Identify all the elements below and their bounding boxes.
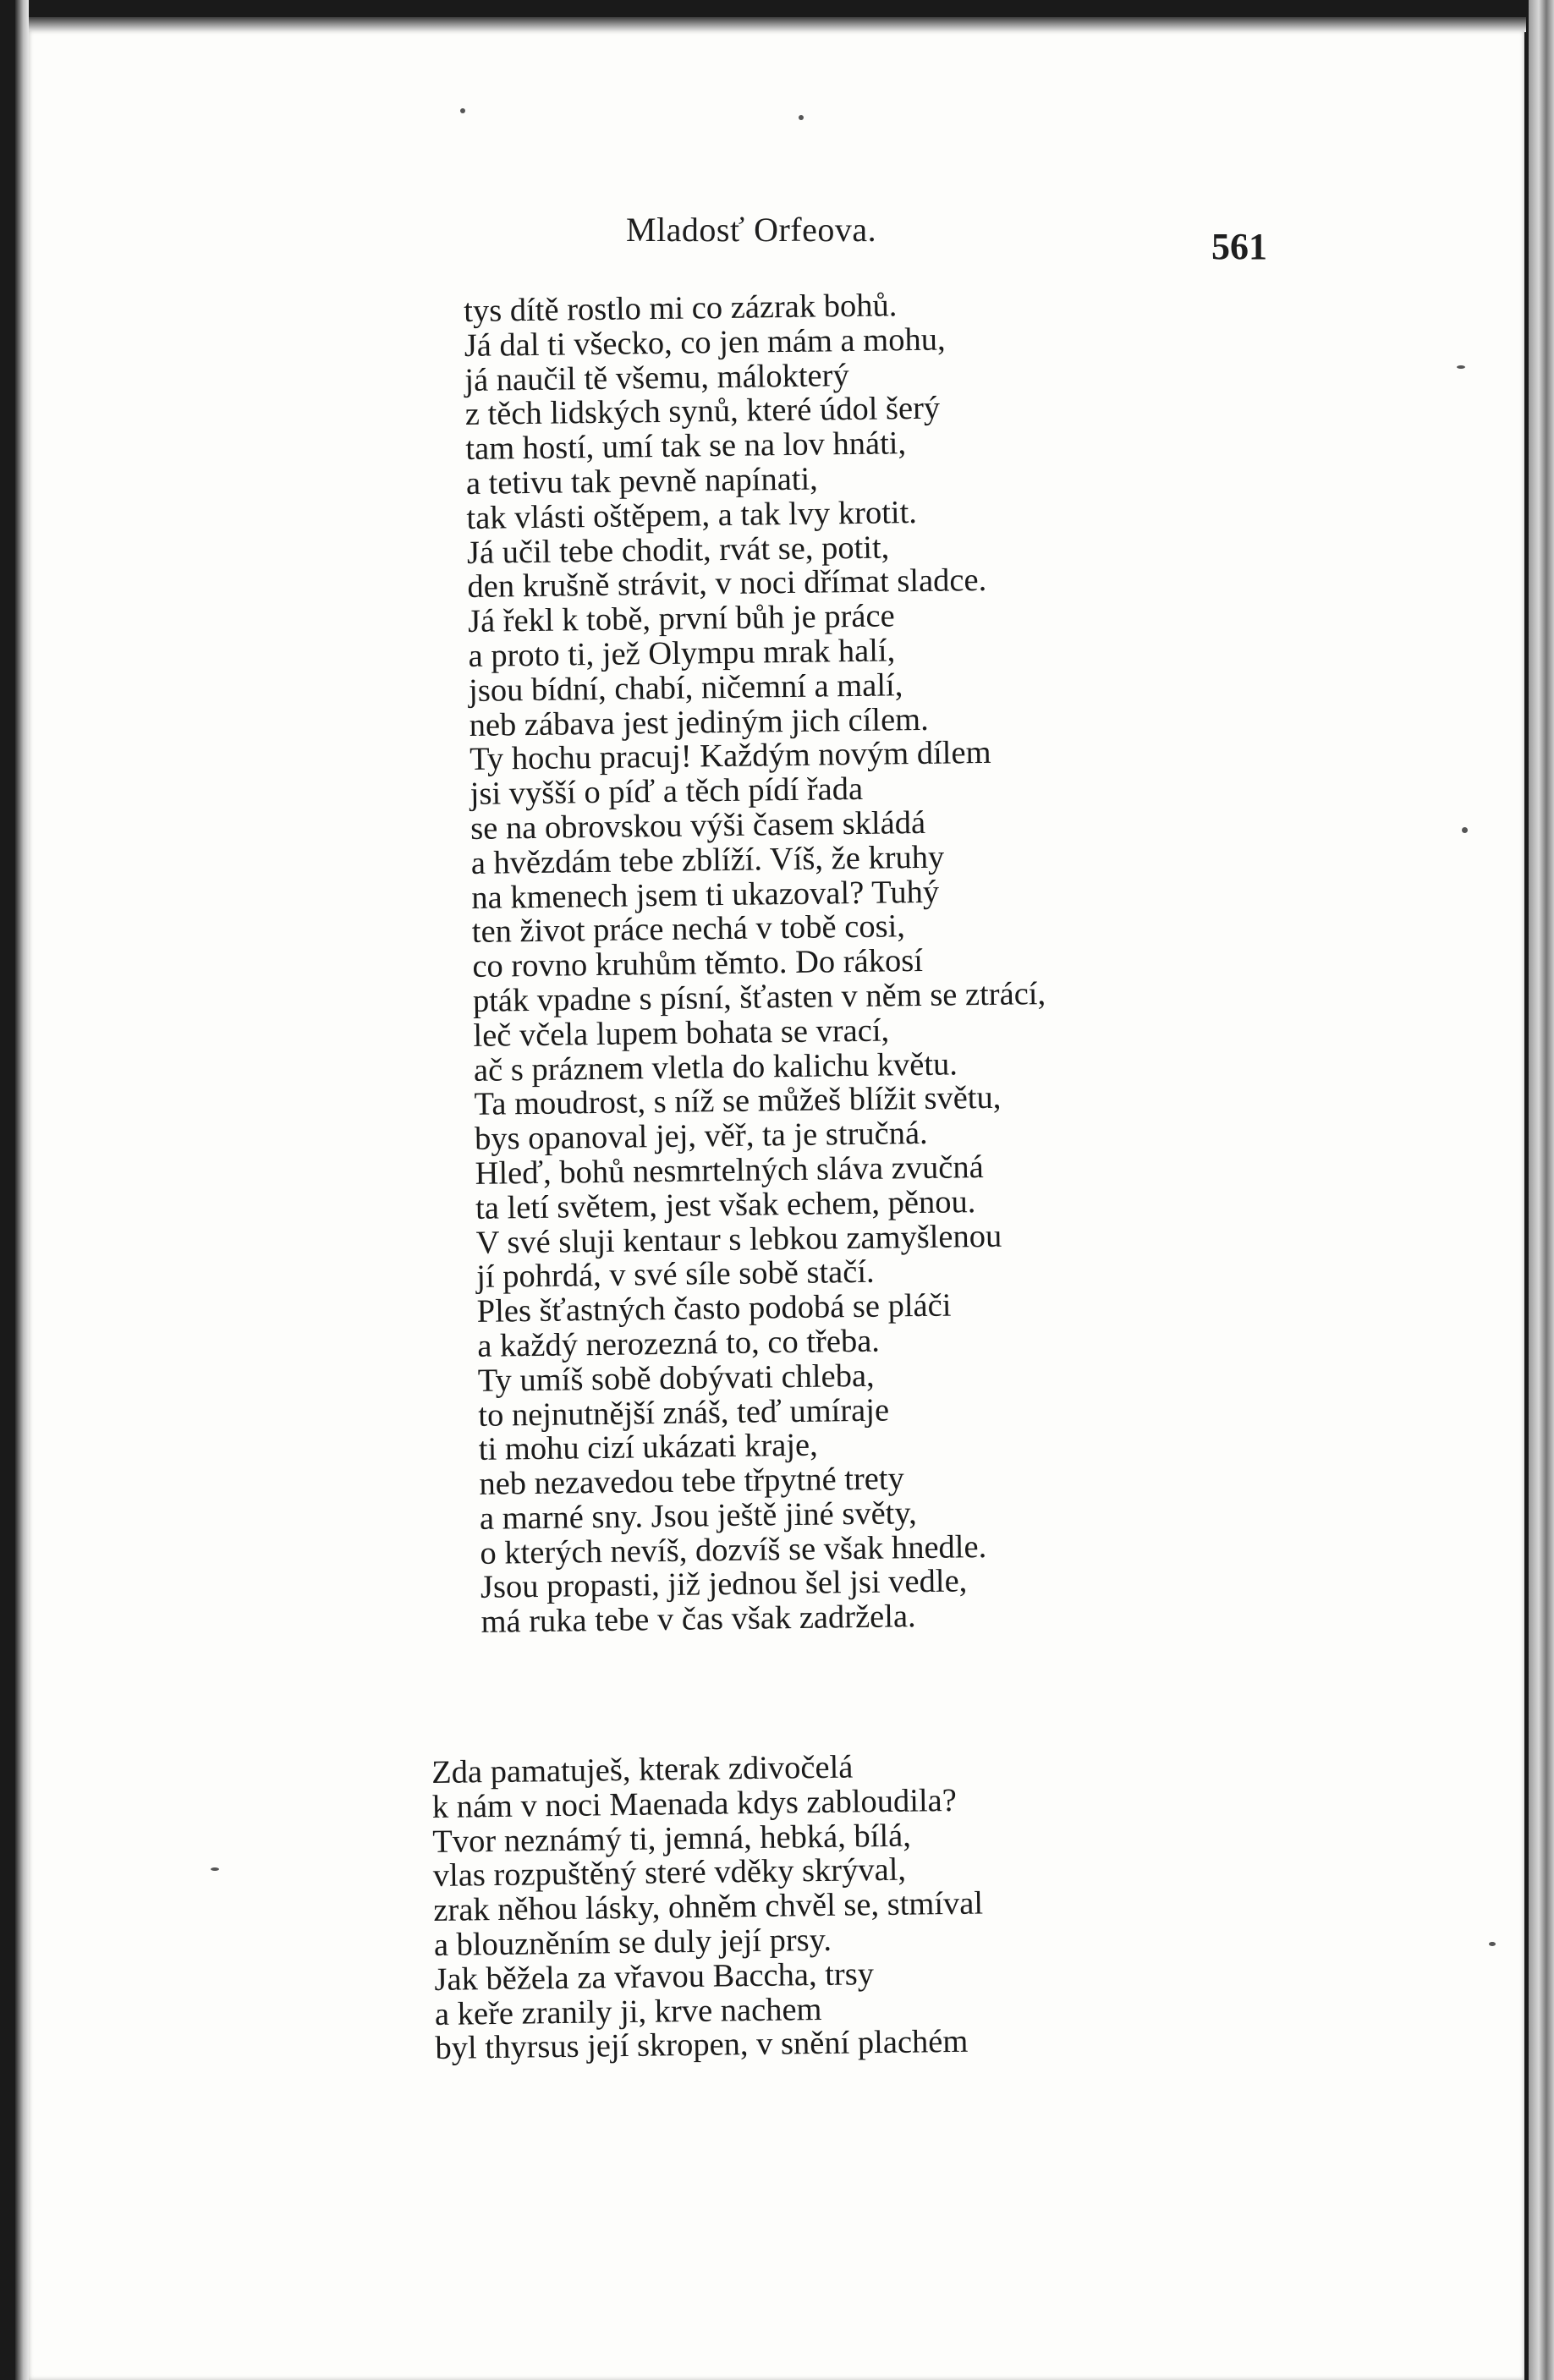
verse-line: Jak běžela za vřavou Baccha, trsy [434, 1955, 875, 1998]
verse-line: tys dítě rostlo mi co zázrak bohů. [463, 288, 898, 329]
verse-line: ač s práznem vletla do kalichu květu. [473, 1045, 958, 1089]
verse-line: Hleď, bohů nesmrtelných sláva zvučná [475, 1149, 984, 1192]
verse-line: a blouzněním se duly její prsy. [433, 1922, 832, 1963]
verse-line: co rovno kruhům těmto. Do rákosí [472, 943, 924, 985]
verse-line: Ples šťastných často podobá se pláči [476, 1287, 952, 1330]
scan-speck [1489, 1942, 1496, 1946]
verse-line: a hvězdám tebe zblíží. Víš, že kruhy [470, 839, 945, 881]
verse-line: Ty hochu pracuj! Každým novým dílem [469, 735, 991, 778]
verse-line: to nejnutnější znáš, teď umíraje [478, 1392, 890, 1434]
verse-line: Jsou propasti, již jednou šel jsi vedle, [480, 1563, 968, 1606]
verse-line: ta letí světem, jest však echem, pěnou. [475, 1183, 976, 1226]
verse-line: neb zábava jest jediným jich cílem. [469, 701, 929, 743]
verse-line: Já dal ti všecko, co jen mám a mohu, [464, 321, 946, 364]
verse-line: z těch lidských synů, které údol šerý [464, 391, 941, 433]
page-stack-edge [1529, 0, 1554, 2380]
verse-line: na kmenech jsem ti ukazoval? Tuhý [471, 874, 940, 916]
verse-line: a keře zranily ji, krve nachem [434, 1991, 822, 2032]
verse-line: se na obrovskou výši časem skládá [469, 804, 926, 847]
verse-line: V své sluji kentaur s lebkou zamyšlenou [475, 1218, 1002, 1261]
verse-line: neb nezavedou tebe třpytné trety [479, 1461, 905, 1502]
verse-line: ten život práce nechá v tobě cosi, [471, 908, 906, 951]
verse-line: zrak něhou lásky, ohněm chvěl se, stmíval [433, 1885, 984, 1929]
verse-line: a proto ti, jež Olympu mrak halí, [468, 633, 896, 674]
verse-line: bys opanoval jej, věř, ta je stručná. [474, 1116, 928, 1158]
poem-stanza-1 [464, 287, 1054, 1640]
verse-line: Zda pamatuješ, kterak zdivočelá [431, 1749, 854, 1790]
poem-stanza-2 [431, 1748, 985, 2066]
verse-line: Já řekl k tobě, první bůh je práce [467, 598, 895, 640]
scan-speck [1457, 365, 1465, 369]
verse-line: tak vlásti oštěpem, a tak lvy krotit. [466, 494, 918, 536]
verse-line: a tetivu tak pevně napínati, [465, 461, 819, 502]
verse-line: má ruka tebe v čas však zadržela. [480, 1599, 916, 1641]
running-head: Mladosť Orfeova. [626, 211, 877, 249]
verse-line: byl thyrsus její skropen, v snění plachém [435, 2024, 969, 2067]
scan-speck [211, 1867, 219, 1871]
verse-line: ti mohu cizí ukázati kraje, [478, 1427, 819, 1468]
verse-line: k nám v noci Maenada kdys zabloudila? [431, 1782, 958, 1825]
verse-line: pták vpadne s písní, šťasten v něm se ztrácí, [472, 976, 1046, 1019]
book-gutter-edge [15, 0, 29, 2380]
verse-line: Já učil tebe chodit, rvát se, potit, [466, 529, 890, 571]
scan-speck [460, 108, 465, 113]
verse-line: jsou bídní, chabí, ničemní a malí, [468, 667, 903, 709]
page-number: 561 [1211, 226, 1267, 267]
verse-line: Ta moudrost, s níž se můžeš blížit světu, [474, 1080, 1002, 1123]
verse-line: jsi vyšší o píď a těch pídí řada [469, 771, 864, 813]
verse-line: o kterých nevíš, dozvíš se však hnedle. [480, 1528, 987, 1571]
verse-line: den krušně strávit, v noci dřímat sladce. [467, 562, 987, 606]
verse-line: leč včela lupem bohata se vrací, [473, 1012, 890, 1054]
verse-line: a marné sny. Jsou ještě jiné světy, [479, 1495, 917, 1537]
verse-line: a každý nerozezná to, co třeba. [477, 1323, 881, 1364]
verse-line: Tvor neznámý ti, jemná, hebká, bílá, [432, 1818, 912, 1860]
verse-line: jí pohrdá, v své síle sobě stačí. [475, 1254, 875, 1296]
verse-line: Ty umíš sobě dobývati chleba, [477, 1357, 875, 1399]
scan-speck [799, 115, 804, 120]
scan-speck [1462, 827, 1468, 833]
verse-line: vlas rozpuštěný steré vděky skrýval, [432, 1852, 907, 1895]
verse-line: tam hostí, umí tak se na lov hnáti, [465, 425, 907, 468]
verse-line: já naučil tě všemu, málokterý [464, 357, 849, 398]
